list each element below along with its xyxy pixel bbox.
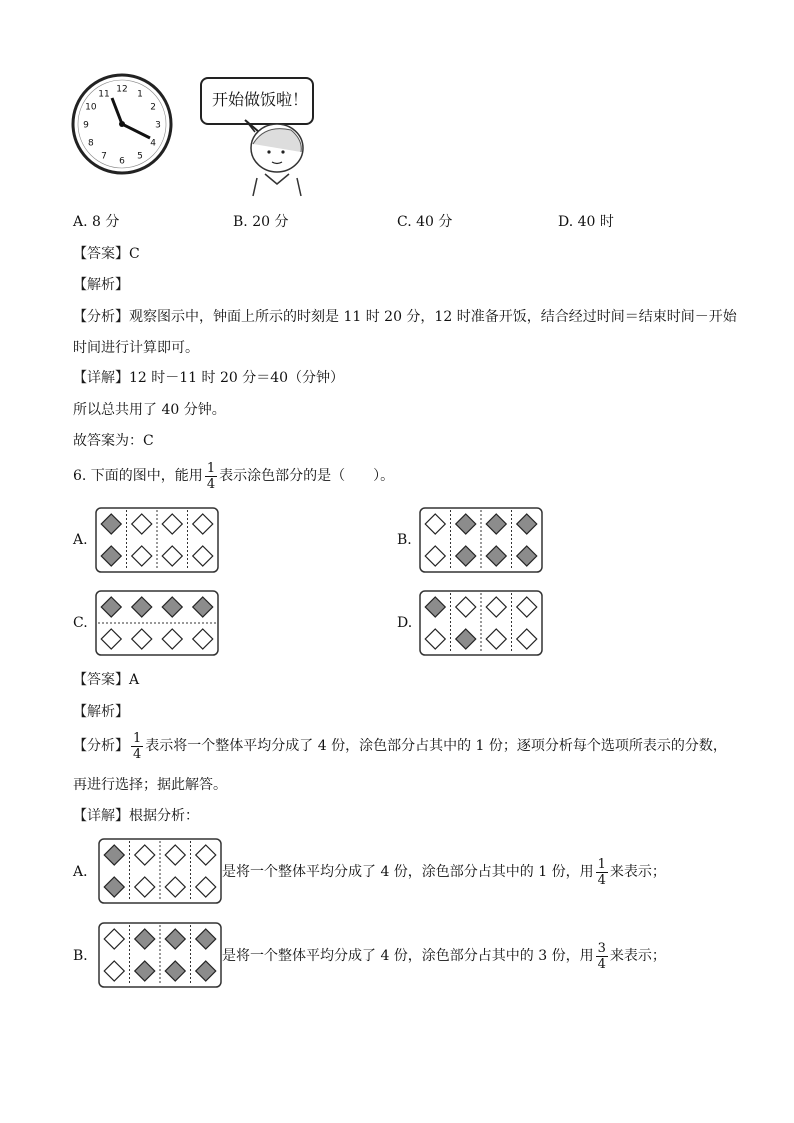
q6-option-a-label: A.	[73, 532, 88, 548]
speech-bubble-text: 开始做饭啦！	[212, 90, 309, 109]
clock-number: 1	[137, 89, 143, 100]
q5-total: 所以总共用了 40 分钟。	[73, 402, 226, 418]
q6-xiangjie: 【详解】根据分析：	[73, 808, 199, 824]
q6-detail-a-text: 是将一个整体平均分成了 4 份，涂色部分占其中的 1 份，用 $\frac{1}{4}$ 来表示；	[222, 856, 666, 888]
q6-answer: 【答案】A	[73, 672, 140, 688]
q6-fenxi-fraction: $\frac{1}{4}$	[133, 730, 142, 762]
clock-number: 10	[85, 102, 97, 113]
q6-option-d-figure	[419, 590, 543, 656]
q6-detail-b-fraction: $\frac{3}{4}$	[597, 940, 606, 972]
q5-answer: 【答案】C	[73, 246, 140, 262]
clock-number: 2	[150, 102, 157, 113]
q6-detail-b-letter: B．	[73, 948, 98, 964]
clock-number: 6	[119, 156, 125, 167]
q6-option-b-label: B.	[397, 532, 412, 548]
q6-stem: 6. 下面的图中，能用 $\frac{1}{4}$ 表示涂色部分的是（ ）。	[73, 460, 395, 492]
clock-number: 11	[98, 89, 110, 100]
clock-figure	[70, 72, 174, 176]
q6-jiexi: 【解析】	[73, 704, 129, 720]
q6-option-a-figure	[95, 507, 219, 573]
clock-number: 7	[101, 151, 107, 162]
q5-jiexi: 【解析】	[73, 277, 129, 293]
q5-option-a: A. 8 分	[73, 214, 120, 230]
q5-option-c: C. 40 分	[397, 214, 453, 230]
q6-option-c-label: C.	[73, 615, 88, 631]
q6-stem-fraction: $\frac{1}{4}$	[206, 460, 216, 492]
q6-fenxi: 【分析】 $\frac{1}{4}$ 表示将一个整体平均分成了 4 份，涂色部分占其中的 1 份；逐项分析每个选项所表示的分数，	[73, 730, 727, 762]
q5-fenxi-cont: 时间进行计算即可。	[73, 340, 199, 356]
q5-option-d: D. 40 时	[558, 214, 614, 230]
child-figure	[225, 118, 315, 198]
clock-number: 9	[83, 120, 89, 131]
q5-fenxi: 【分析】观察图示中，钟面上所示的时刻是 11 时 20 分，12 时准备开饭，结合经过时间＝结束时间－开始	[73, 309, 737, 325]
q6-detail-a-fraction: $\frac{1}{4}$	[597, 856, 606, 888]
q6-option-b-figure	[419, 507, 543, 573]
clock-number: 3	[155, 120, 161, 131]
q6-detail-a-figure	[98, 838, 222, 904]
q5-option-b: B. 20 分	[233, 214, 289, 230]
clock-number: 5	[137, 151, 143, 162]
q6-detail-a-letter: A．	[73, 864, 98, 880]
clock-number: 8	[87, 138, 94, 149]
q6-option-c-figure	[95, 590, 219, 656]
clock-number: 12	[116, 84, 128, 95]
clock-number: 4	[150, 138, 157, 149]
q5-xiangjie: 【详解】12 时－11 时 20 分＝40（分钟）	[73, 370, 345, 386]
q6-fenxi-cont: 再进行选择；据此解答。	[73, 777, 227, 793]
q6-detail-b-text: 是将一个整体平均分成了 4 份，涂色部分占其中的 3 份，用 $\frac{3}{4}$ 来表示；	[222, 940, 666, 972]
q6-detail-b-figure	[98, 922, 222, 988]
q6-option-d-label: D.	[397, 615, 413, 631]
q5-final: 故答案为：C	[73, 433, 154, 449]
